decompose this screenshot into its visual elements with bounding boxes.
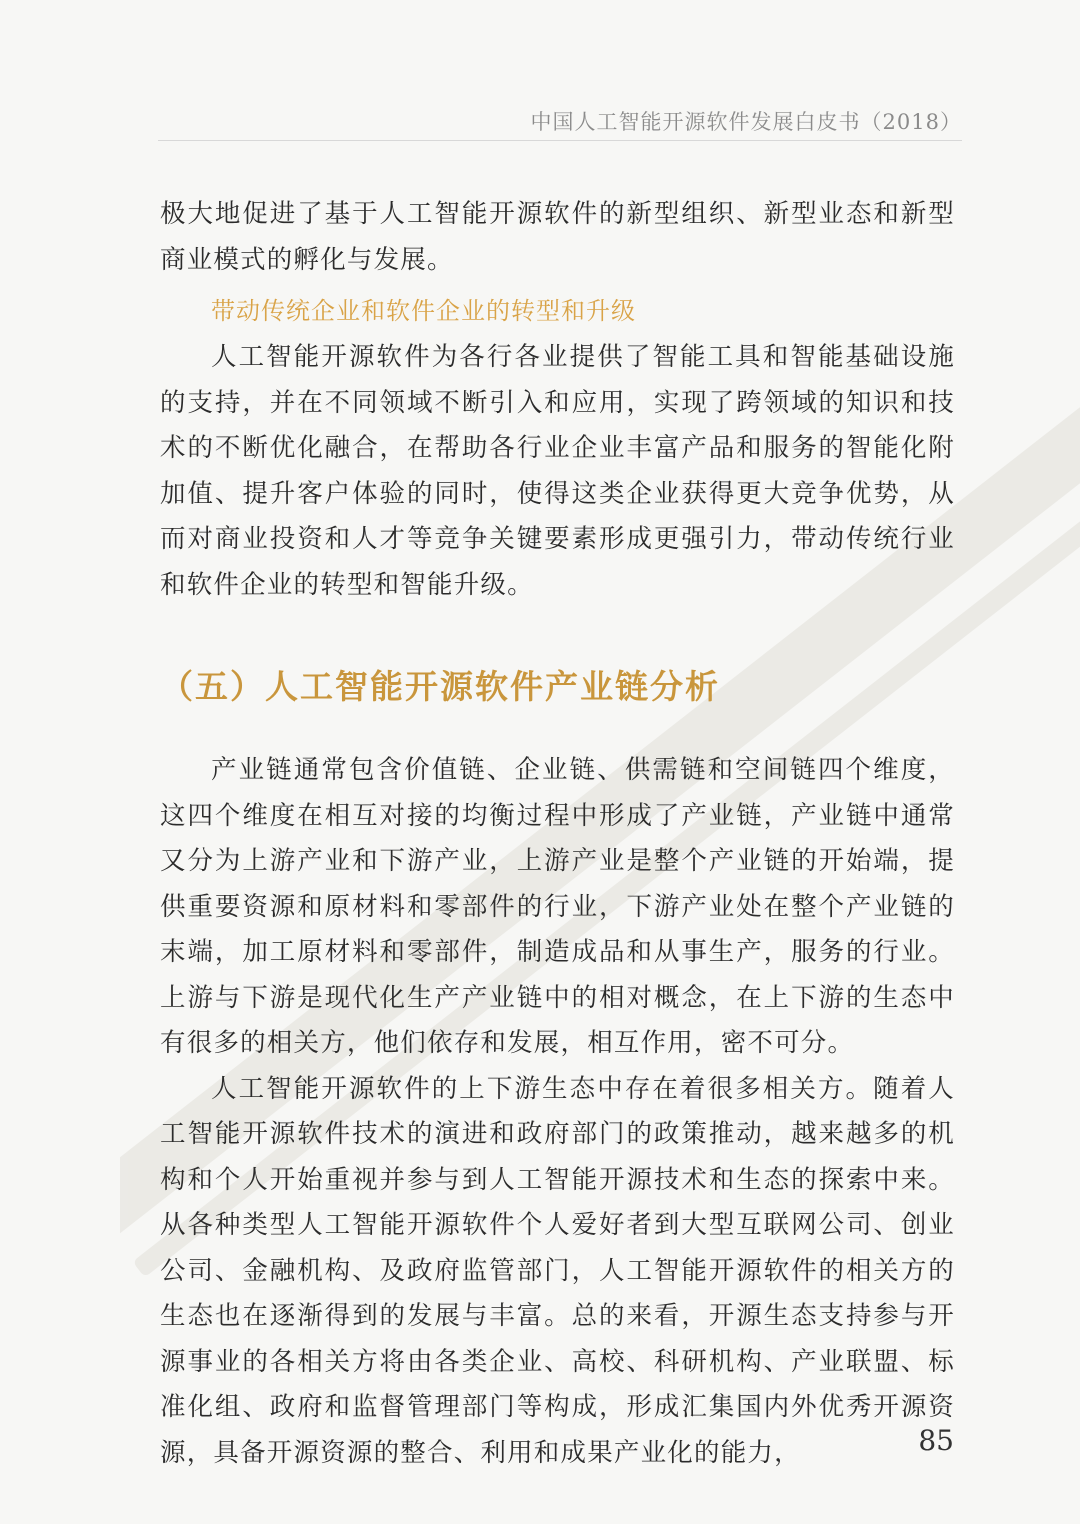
section-title: （五）人工智能开源软件产业链分析 [160,667,720,706]
intro-paragraph: 极大地促进了基于人工智能开源软件的新型组织、新型业态和新型商业模式的孵化与发展。 [160,199,955,275]
paragraph-3: 人工智能开源软件的上下游生态中存在着很多相关方。随着人工智能开源软件技术的演进和政府部门的政策推动，越来越多的机构和个人开始重视并参与到人工智能开源技术和生态的探索中来。从各种类型人工智能开源软件个人爱好者到大型互联网公司、创业公司、金融机构、及政府监管部门，人工智能开源软件的相关方的生态也在逐渐得到的发展与丰富。总的来看，开源生态支持参与开源事业的各相关方将由各类企业、高校、科研机构、产业联盟、标准化组、政府和监督管理部门等构成，形成汇集国内外优秀开源资源，具备开源资源的整合、利用和成果产业化的能力， [160,1073,955,1468]
paragraph-2: 产业链通常包含价值链、企业链、供需链和空间链四个维度，这四个维度在相互对接的均衡过程中形成了产业链，产业链中通常又分为上游产业和下游产业，上游产业是整个产业链的开始端，提供重要资源和原材料和零部件的行业，下游产业处在整个产业链的末端，加工原材料和零部件，制造成品和从事生产，服务的行业。上游与下游是现代化生产产业链中的相对概念，在上下游的生态中有很多的相关方，他们依存和发展，相互作用，密不可分。 [160,755,955,1058]
page-content [160,192,955,1476]
subheading: 带动传统企业和软件企业的转型和升级 [211,297,636,325]
page-number: 85 [918,1424,954,1457]
paragraph-1: 人工智能开源软件为各行各业提供了智能工具和智能基础设施的支持，并在不同领域不断引入和应用，实现了跨领域的知识和技术的不断优化融合，在帮助各行业企业丰富产品和服务的智能化附加值、提升客户体验的同时，使得这类企业获得更大竞争优势，从而对商业投资和人才等竞争关键要素形成更强引力，带动传统行业和软件企业的转型和智能升级。 [160,342,955,600]
running-header: 中国人工智能开源软件发展白皮书（2018） [530,110,962,134]
header-divider [158,140,962,141]
